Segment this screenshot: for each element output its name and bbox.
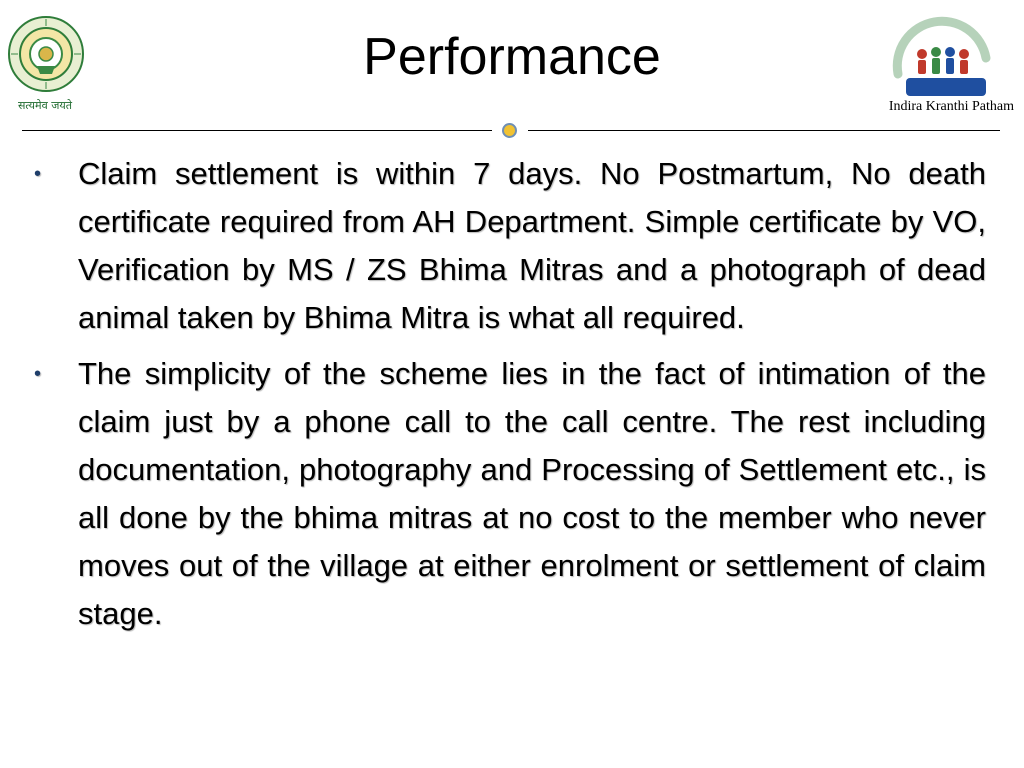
bullet-item — [34, 150, 986, 342]
bullet-dot-icon: • — [34, 363, 42, 385]
serp-logo-icon — [876, 14, 1004, 110]
slide-title: Performance — [363, 28, 661, 86]
emblem-motto: सत्यमेव जयते — [18, 99, 73, 112]
bullet-text: Claim settlement is within 7 days. No Postmartum, No death certificate required from AH Department. Simple certificate by VO, Verification by MS / ZS Bhima Mitras and a photograph of dead animal taken by Bhima Mitra is what all required. — [78, 156, 986, 335]
bullet-dot-icon: • — [34, 163, 42, 185]
divider-dot-icon — [502, 123, 517, 138]
title-divider-right — [528, 130, 1000, 131]
bullet-list — [34, 150, 986, 646]
bullet-item — [34, 350, 986, 638]
org-name: Indira Kranthi Patham — [888, 99, 1014, 114]
title-divider-left — [22, 130, 492, 131]
bullet-text: The simplicity of the scheme lies in the fact of intimation of the claim just by a phone call to the call centre. The rest including documentation, photography and Processing of Settlement etc., is all done by the bhima mitras at no cost to the member who never moves out of the village at either enrolment or settlement of claim stage. — [78, 356, 986, 631]
